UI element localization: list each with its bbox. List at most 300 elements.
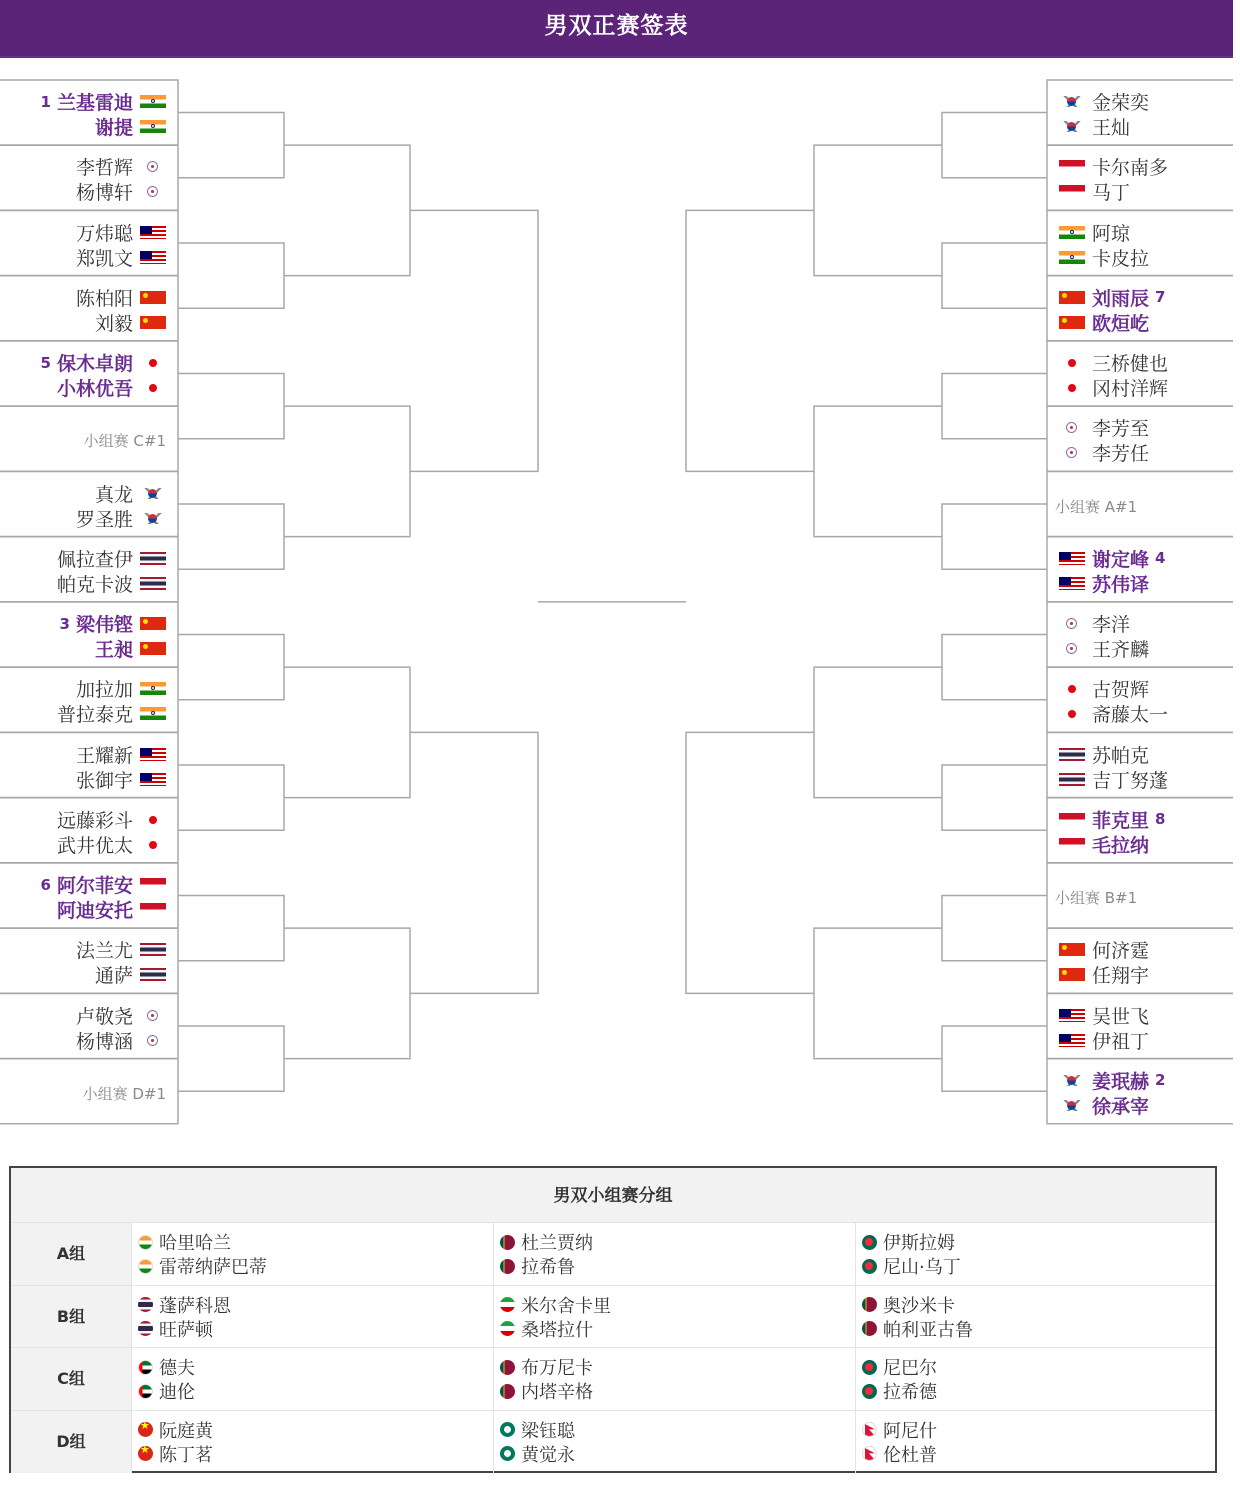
- japan-flag-icon: [1059, 707, 1085, 720]
- indonesia-flag-icon: [1059, 813, 1085, 826]
- group-label: A组: [11, 1223, 131, 1285]
- draw-slot: [1047, 928, 1233, 994]
- china-flag-icon: [140, 291, 166, 304]
- group-pair-cell: [493, 1348, 855, 1410]
- group-player: [138, 1254, 267, 1278]
- group-label: B组: [11, 1286, 131, 1348]
- group-player-name: 黄觉永: [521, 1444, 575, 1466]
- draw-slot: [1047, 276, 1233, 342]
- player-name: [57, 546, 166, 571]
- player-name-text: 阿迪安托: [56, 900, 133, 922]
- seed-number: 6: [40, 875, 51, 894]
- player-name-text: 郑凯文: [75, 247, 133, 270]
- player-name-text: 斋藤太一: [1092, 704, 1169, 727]
- malaysia-flag-icon: [140, 748, 166, 761]
- player-name: [1059, 937, 1149, 962]
- player-name: [76, 154, 166, 179]
- bangladesh-flag-icon: [862, 1360, 877, 1375]
- malaysia-flag-icon: [140, 773, 166, 786]
- thailand-flag-icon: [1059, 748, 1085, 761]
- malaysia-flag-icon: [1059, 1034, 1085, 1047]
- player-name: [76, 179, 166, 204]
- seed-number: 5: [40, 353, 51, 372]
- chinese-taipei-flag-icon: [140, 1034, 166, 1047]
- group-row: [11, 1410, 1215, 1473]
- china-flag-icon: [140, 316, 166, 329]
- china-flag-icon: [140, 642, 166, 655]
- draw-slot: [0, 602, 178, 668]
- draw-slot: [0, 928, 178, 994]
- player-name: [1059, 636, 1149, 661]
- player-name: [1059, 1093, 1149, 1118]
- player-name-text: 何济霆: [1092, 940, 1150, 963]
- draw-slot: [0, 537, 178, 603]
- india-flag-icon: [140, 95, 166, 108]
- macau-flag-icon: [500, 1446, 515, 1461]
- player-name-text: 姜珉赫: [1092, 1070, 1150, 1093]
- group-table-title: 男双小组赛分组: [11, 1168, 1215, 1222]
- group-player: [862, 1355, 937, 1379]
- group-pair-cell: [855, 1223, 1217, 1285]
- player-name-text: 任翔宇: [1092, 965, 1150, 988]
- player-name: [76, 1003, 166, 1028]
- draw-slot: [0, 1059, 178, 1125]
- player-name: [1059, 310, 1149, 335]
- sri-lanka-flag-icon: [500, 1235, 515, 1250]
- chinese-taipei-flag-icon: [1059, 446, 1085, 459]
- player-name: [1059, 1028, 1149, 1053]
- group-pair-cell: [131, 1348, 493, 1410]
- player-name-text: 卡皮拉: [1092, 247, 1150, 270]
- group-player-name: 布万尼卡: [521, 1358, 593, 1379]
- player-name-text: 苏帕克: [1092, 744, 1150, 767]
- group-label: C组: [11, 1348, 131, 1410]
- thailand-flag-icon: [140, 943, 166, 956]
- korea-flag-icon: [140, 487, 166, 500]
- group-player-name: 杜兰贾纳: [521, 1233, 593, 1254]
- malaysia-flag-icon: [140, 226, 166, 239]
- korea-flag-icon: [1059, 1099, 1085, 1112]
- player-name: [41, 89, 166, 114]
- group-player: [500, 1379, 593, 1403]
- thailand-flag-icon: [138, 1321, 153, 1336]
- player-name-text: 罗圣胜: [75, 508, 133, 531]
- group-player: [500, 1355, 593, 1379]
- player-name: [1059, 1003, 1149, 1028]
- group-player-name: 旺萨顿: [159, 1319, 213, 1341]
- player-name-text: 伊祖丁: [1092, 1030, 1150, 1053]
- chinese-taipei-flag-icon: [1059, 642, 1085, 655]
- draw-slot: [1047, 145, 1233, 211]
- group-player-name: 帕利亚古鲁: [883, 1319, 973, 1341]
- player-name-text: 武井优太: [56, 834, 133, 857]
- player-name: [1059, 546, 1165, 571]
- draw-slot: [0, 994, 178, 1060]
- malaysia-flag-icon: [1059, 577, 1085, 590]
- india-flag-icon: [138, 1235, 153, 1250]
- japan-flag-icon: [1059, 682, 1085, 695]
- group-player: [138, 1418, 213, 1442]
- seed-number: 8: [1155, 810, 1166, 829]
- player-name-text: 兰基雷迪: [56, 92, 133, 114]
- player-name: [57, 701, 166, 726]
- china-flag-icon: [1059, 291, 1085, 304]
- chinese-taipei-flag-icon: [140, 185, 166, 198]
- player-name: [76, 220, 166, 245]
- player-name-text: 冈村洋辉: [1092, 378, 1169, 400]
- group-player: [500, 1442, 575, 1466]
- player-name-text: 刘雨辰: [1092, 287, 1150, 310]
- group-player-name: 拉希鲁: [521, 1257, 575, 1278]
- group-player: [500, 1230, 593, 1254]
- player-name-text: 佩拉查伊: [56, 548, 133, 571]
- player-name: [1059, 440, 1149, 465]
- player-name: [95, 310, 166, 335]
- indonesia-flag-icon: [140, 878, 166, 891]
- draw-slot: [0, 472, 178, 538]
- sri-lanka-flag-icon: [500, 1259, 515, 1274]
- qualifier-slot-label: 小组赛 A#1: [1055, 497, 1138, 516]
- player-name: [1059, 701, 1168, 726]
- group-pair-cell: [493, 1411, 855, 1473]
- japan-flag-icon: [140, 381, 166, 394]
- seed-number: 1: [40, 92, 51, 111]
- player-name-text: 刘毅: [94, 312, 133, 335]
- group-pair-cell: [855, 1286, 1217, 1348]
- chinese-taipei-flag-icon: [1059, 421, 1085, 434]
- china-flag-icon: [1059, 316, 1085, 329]
- player-name: [41, 872, 166, 897]
- player-name: [76, 285, 166, 310]
- group-player: [138, 1355, 195, 1379]
- bangladesh-flag-icon: [862, 1259, 877, 1274]
- player-name: [57, 375, 166, 400]
- player-name-text: 普拉泰克: [56, 704, 133, 727]
- player-name-text: 远藤彩斗: [56, 809, 133, 832]
- group-player-name: 雷蒂纳萨巴蒂: [159, 1257, 267, 1278]
- thailand-flag-icon: [140, 577, 166, 590]
- thailand-flag-icon: [140, 552, 166, 565]
- group-player-name: 米尔舍卡里: [521, 1295, 611, 1317]
- player-name: [57, 807, 166, 832]
- player-name: [57, 832, 166, 857]
- draw-slot: [0, 80, 178, 146]
- player-name-text: 陈柏阳: [75, 287, 133, 310]
- player-name: [95, 636, 166, 661]
- player-name: [1059, 89, 1149, 114]
- iran-flag-icon: [500, 1321, 515, 1336]
- player-name-text: 欧烜屹: [1092, 312, 1150, 335]
- draw-slot: [1047, 798, 1233, 864]
- player-name-text: 杨博轩: [75, 182, 133, 205]
- draw-slot: [1047, 211, 1233, 277]
- player-name: [1059, 179, 1130, 204]
- seed-number: 4: [1155, 549, 1166, 568]
- group-player-name: 阿尼什: [883, 1420, 937, 1442]
- player-name-text: 李芳任: [1092, 443, 1150, 466]
- player-name-text: 万炜聪: [75, 222, 133, 245]
- player-name: [95, 114, 166, 139]
- sri-lanka-flag-icon: [500, 1360, 515, 1375]
- qualifier-slot-label: 小组赛 C#1: [83, 432, 166, 451]
- draw-slot: [0, 798, 178, 864]
- chinese-taipei-flag-icon: [140, 1009, 166, 1022]
- player-name: [1059, 742, 1149, 767]
- seed-number: 3: [59, 614, 70, 633]
- player-name-text: 真龙: [94, 483, 133, 506]
- player-name-text: 通萨: [94, 965, 133, 988]
- group-pair-cell: [493, 1286, 855, 1348]
- player-name: [76, 245, 166, 270]
- thailand-flag-icon: [1059, 773, 1085, 786]
- player-name: [41, 350, 166, 375]
- draw-slot: [1047, 994, 1233, 1060]
- group-player: [862, 1442, 937, 1466]
- india-flag-icon: [1059, 251, 1085, 264]
- player-name: [1059, 220, 1130, 245]
- player-name: [1059, 245, 1149, 270]
- draw-slot: [1047, 667, 1233, 733]
- uae-flag-icon: [138, 1384, 153, 1399]
- korea-flag-icon: [1059, 1074, 1085, 1087]
- player-name-text: 谢定峰: [1092, 548, 1150, 571]
- china-flag-icon: [1059, 968, 1085, 981]
- draw-slot: [1047, 602, 1233, 668]
- korea-flag-icon: [140, 512, 166, 525]
- group-player: [138, 1230, 231, 1254]
- player-name-text: 卢敬尧: [75, 1005, 133, 1028]
- draw-slot: [0, 276, 178, 342]
- group-pair-cell: [131, 1286, 493, 1348]
- draw-slot: [0, 145, 178, 211]
- vietnam-flag-icon: [138, 1446, 153, 1461]
- group-player-name: 迪伦: [159, 1382, 195, 1403]
- player-name-text: 吉丁努蓬: [1092, 769, 1169, 792]
- group-player: [862, 1317, 973, 1341]
- player-name-text: 古贺辉: [1092, 679, 1150, 702]
- player-name: [95, 962, 166, 987]
- player-name: [57, 571, 166, 596]
- player-name: [76, 676, 166, 701]
- player-name-text: 保木卓朗: [56, 353, 133, 375]
- player-name: [1059, 285, 1165, 310]
- china-flag-icon: [140, 617, 166, 630]
- player-name: [1059, 807, 1165, 832]
- player-name-text: 李芳至: [1092, 418, 1150, 441]
- draw-slot: [1047, 537, 1233, 603]
- nepal-flag-icon: [862, 1446, 877, 1461]
- indonesia-flag-icon: [140, 903, 166, 916]
- player-name: [60, 611, 166, 636]
- korea-flag-icon: [1059, 95, 1085, 108]
- draw-slot: [0, 341, 178, 407]
- player-name-text: 杨博涵: [75, 1030, 133, 1053]
- vietnam-flag-icon: [138, 1422, 153, 1437]
- group-player: [500, 1317, 593, 1341]
- group-player: [138, 1442, 213, 1466]
- bangladesh-flag-icon: [862, 1235, 877, 1250]
- macau-flag-icon: [500, 1422, 515, 1437]
- group-pair-cell: [855, 1348, 1217, 1410]
- player-name-text: 菲克里: [1092, 809, 1150, 832]
- group-player-name: 拉希德: [883, 1382, 937, 1403]
- draw-slot: [0, 733, 178, 799]
- player-name: [1059, 571, 1149, 596]
- player-name: [76, 767, 166, 792]
- player-name-text: 帕克卡波: [56, 573, 133, 596]
- draw-slot: [1047, 406, 1233, 472]
- draw-slot: [1047, 341, 1233, 407]
- player-name: [1059, 832, 1149, 857]
- player-name: [76, 937, 166, 962]
- player-name-text: 苏伟译: [1092, 573, 1150, 596]
- player-name: [1059, 415, 1149, 440]
- qualifier-slot-label: 小组赛 D#1: [82, 1084, 166, 1103]
- player-name: [1059, 114, 1130, 139]
- page-title: 男双正赛签表: [0, 0, 1233, 58]
- group-player-name: 尼山·乌丁: [883, 1257, 961, 1278]
- group-player: [138, 1317, 213, 1341]
- group-pair-cell: [855, 1411, 1217, 1473]
- iran-flag-icon: [500, 1297, 515, 1312]
- player-name-text: 三桥健也: [1092, 353, 1169, 375]
- japan-flag-icon: [140, 813, 166, 826]
- player-name: [76, 742, 166, 767]
- sri-lanka-flag-icon: [500, 1384, 515, 1399]
- group-stage-table: [9, 1166, 1217, 1473]
- player-name-text: 阿琼: [1092, 222, 1131, 245]
- group-player-name: 桑塔拉什: [521, 1319, 593, 1341]
- group-player: [500, 1254, 575, 1278]
- japan-flag-icon: [1059, 356, 1085, 369]
- player-name-text: 吴世飞: [1092, 1005, 1150, 1028]
- india-flag-icon: [1059, 226, 1085, 239]
- indonesia-flag-icon: [1059, 185, 1085, 198]
- player-name-text: 加拉加: [75, 679, 133, 702]
- group-row: [11, 1285, 1215, 1348]
- player-name-text: 毛拉纳: [1092, 834, 1150, 857]
- player-name-text: 谢提: [94, 117, 133, 139]
- player-name-text: 法兰尤: [75, 940, 133, 963]
- group-player-name: 伊斯拉姆: [883, 1233, 955, 1254]
- draw-slot: [0, 406, 178, 472]
- player-name-text: 梁伟铿: [75, 614, 133, 636]
- player-name-text: 王齐麟: [1092, 639, 1150, 661]
- malaysia-flag-icon: [140, 251, 166, 264]
- sri-lanka-flag-icon: [862, 1297, 877, 1312]
- thailand-flag-icon: [140, 968, 166, 981]
- group-player: [862, 1293, 955, 1317]
- group-player: [862, 1379, 937, 1403]
- group-player-name: 阮庭黄: [159, 1420, 213, 1442]
- draw-slot: [1047, 863, 1233, 929]
- group-player-name: 伦杜普: [883, 1444, 937, 1466]
- group-player-name: 内塔辛格: [521, 1382, 593, 1403]
- player-name: [1059, 611, 1130, 636]
- group-player: [500, 1293, 611, 1317]
- player-name: [1059, 1068, 1165, 1093]
- group-pair-cell: [131, 1223, 493, 1285]
- uae-flag-icon: [138, 1360, 153, 1375]
- group-player: [138, 1379, 195, 1403]
- group-player-name: 奥沙米卡: [883, 1295, 955, 1317]
- group-row: [11, 1347, 1215, 1410]
- group-player: [138, 1293, 231, 1317]
- seed-number: 7: [1155, 288, 1166, 307]
- group-player-name: 尼巴尔: [883, 1358, 937, 1379]
- player-name: [76, 1028, 166, 1053]
- player-name-text: 李哲辉: [75, 157, 133, 180]
- draw-slot: [0, 211, 178, 277]
- player-name-text: 李洋: [1092, 614, 1131, 636]
- group-player-name: 陈丁茗: [159, 1444, 213, 1466]
- qualifier-slot-label: 小组赛 B#1: [1055, 889, 1138, 907]
- draw-slot: [1047, 80, 1233, 146]
- group-pair-cell: [493, 1223, 855, 1285]
- thailand-flag-icon: [138, 1297, 153, 1312]
- player-name-text: 阿尔菲安: [56, 875, 133, 897]
- player-name: [1059, 154, 1168, 179]
- korea-flag-icon: [1059, 120, 1085, 133]
- group-player: [862, 1230, 955, 1254]
- player-name: [1059, 375, 1168, 400]
- sri-lanka-flag-icon: [862, 1321, 877, 1336]
- group-player-name: 蓬萨科恩: [159, 1295, 231, 1317]
- draw-slot: [1047, 733, 1233, 799]
- seed-number: 2: [1155, 1071, 1166, 1090]
- draw-slot: [1047, 472, 1233, 538]
- group-pair-cell: [131, 1411, 493, 1473]
- draw-slot: [1047, 1059, 1233, 1125]
- indonesia-flag-icon: [1059, 838, 1085, 851]
- indonesia-flag-icon: [1059, 160, 1085, 173]
- player-name-text: 王灿: [1092, 117, 1131, 139]
- player-name-text: 金荣奕: [1092, 92, 1150, 114]
- player-name: [95, 481, 166, 506]
- india-flag-icon: [140, 120, 166, 133]
- player-name: [1059, 767, 1168, 792]
- india-flag-icon: [140, 682, 166, 695]
- group-player-name: 梁钰聪: [521, 1420, 575, 1442]
- group-player-name: 哈里哈兰: [159, 1233, 231, 1254]
- player-name-text: 卡尔南多: [1092, 157, 1169, 180]
- player-name: [76, 506, 166, 531]
- player-name: [57, 897, 166, 922]
- chinese-taipei-flag-icon: [140, 160, 166, 173]
- player-name-text: 张御宇: [75, 769, 133, 792]
- malaysia-flag-icon: [1059, 1009, 1085, 1022]
- draw-slot: [0, 863, 178, 929]
- draw-slot: [0, 667, 178, 733]
- group-row: [11, 1222, 1215, 1285]
- nepal-flag-icon: [862, 1422, 877, 1437]
- bangladesh-flag-icon: [862, 1384, 877, 1399]
- group-player-name: 德夫: [159, 1358, 195, 1379]
- player-name-text: 小林优吾: [56, 378, 133, 400]
- player-name-text: 徐承宰: [1092, 1095, 1150, 1118]
- india-flag-icon: [140, 707, 166, 720]
- player-name-text: 马丁: [1092, 182, 1131, 205]
- india-flag-icon: [138, 1259, 153, 1274]
- group-label: D组: [11, 1411, 131, 1473]
- group-player: [862, 1418, 937, 1442]
- china-flag-icon: [1059, 943, 1085, 956]
- japan-flag-icon: [140, 838, 166, 851]
- player-name: [1059, 676, 1149, 701]
- group-player: [862, 1254, 961, 1278]
- player-name: [1059, 350, 1168, 375]
- player-name-text: 王耀新: [75, 744, 133, 767]
